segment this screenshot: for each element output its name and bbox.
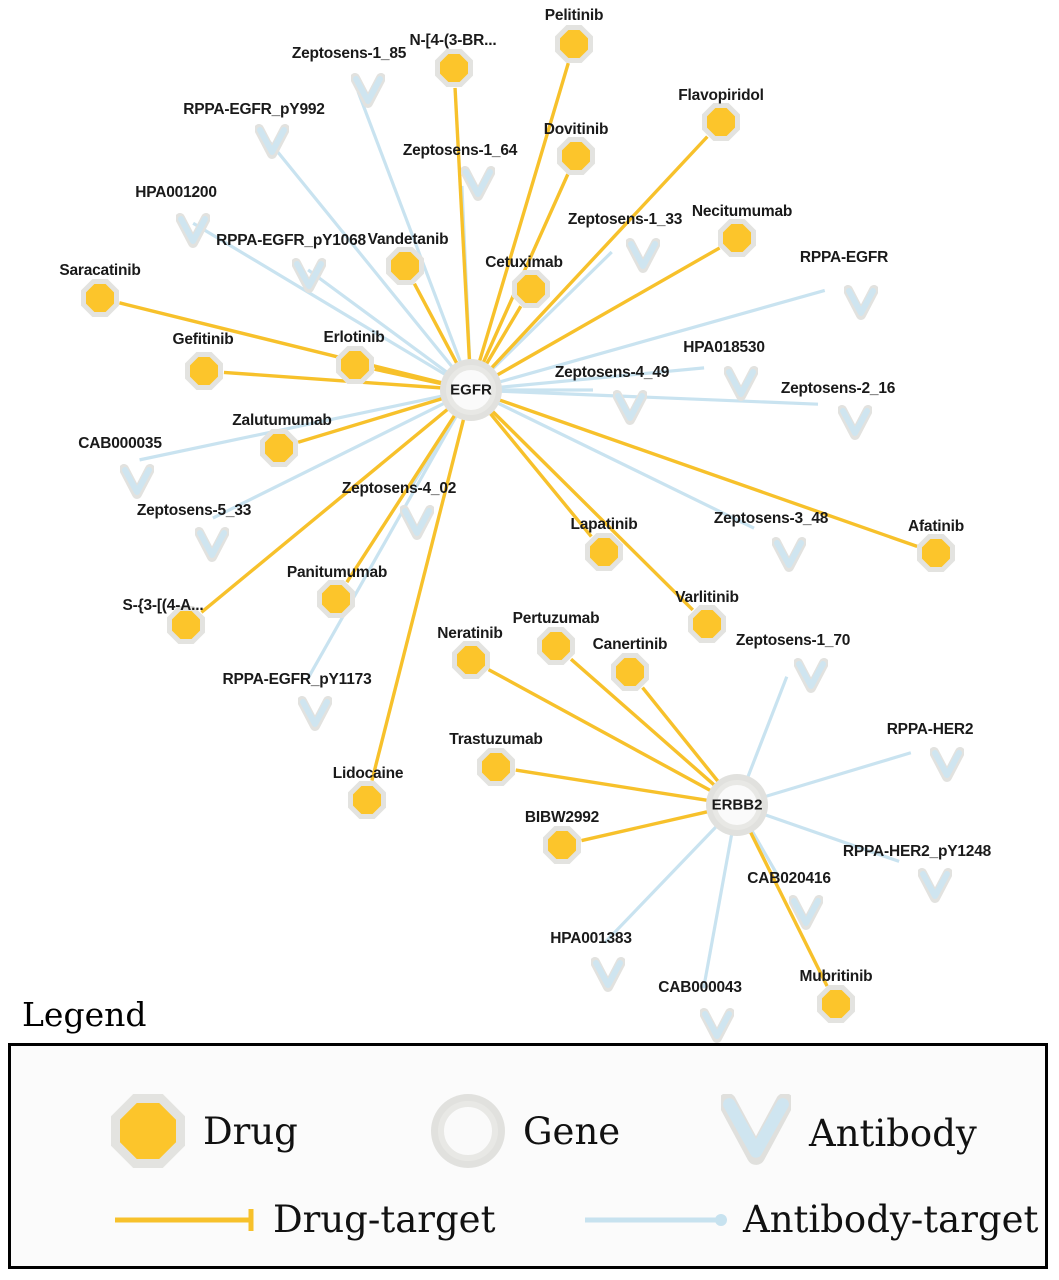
drug-node-label: Mubritinib (799, 968, 873, 985)
drug-icon (336, 346, 374, 384)
drug-node[interactable] (543, 826, 581, 864)
antibody-node-label: HPA001200 (135, 184, 217, 201)
drug-node-label: Erlotinib (323, 329, 385, 346)
drug-node[interactable] (260, 429, 298, 467)
legend-antibody-label: Antibody (809, 1112, 977, 1155)
drug-icon (435, 49, 473, 87)
drug-icon (477, 748, 515, 786)
drug-node[interactable] (718, 219, 756, 257)
drug-node-label: Flavopiridol (678, 87, 764, 104)
drug-node[interactable] (512, 270, 550, 308)
antibody-node-label: CAB000043 (658, 979, 742, 996)
drug-node-label: Zalutumumab (232, 412, 332, 429)
drug-node-label: Lapatinib (570, 516, 638, 533)
drug-node[interactable] (386, 247, 424, 285)
antibody-target-edge (766, 753, 911, 797)
drug-node[interactable] (81, 279, 119, 317)
legend-drug-label: Drug (203, 1109, 298, 1153)
drug-icon (718, 219, 756, 257)
drug-icon (111, 1094, 185, 1168)
drug-target-edge (492, 411, 692, 610)
drug-target-edge (480, 63, 569, 361)
legend-shapes-row (11, 1094, 1045, 1184)
drug-node[interactable] (435, 49, 473, 87)
drug-node[interactable] (702, 103, 740, 141)
drug-node[interactable] (185, 352, 223, 390)
antibody-node-label: Zeptosens-3_48 (713, 510, 829, 527)
antibody-node-label: Zeptosens-1_64 (402, 142, 518, 159)
antibody-target-edge (308, 416, 456, 678)
antibody-target-edge (501, 391, 818, 404)
drug-icon (512, 270, 550, 308)
antibody-target-edge (358, 92, 460, 362)
drug-icon (452, 641, 490, 679)
drug-target-edge-icon (111, 1205, 261, 1235)
antibody-target-edge-icon (581, 1205, 731, 1235)
drug-icon (585, 533, 623, 571)
drug-icon (543, 826, 581, 864)
drug-node[interactable] (557, 137, 595, 175)
drug-node[interactable] (611, 653, 649, 691)
antibody-node-label: HPA001383 (550, 930, 632, 947)
legend-gene-label: Gene (523, 1109, 621, 1153)
antibody-node-label: RPPA-EGFR_pY992 (183, 101, 325, 118)
drug-node-label: Saracatinib (59, 262, 141, 279)
drug-node-label: S-{3-[(4-A... (122, 597, 204, 614)
legend-item-antibody (721, 1094, 977, 1173)
gene-node-label: EGFR (450, 381, 492, 399)
antibody-node-label: Zeptosens-1_33 (567, 211, 683, 228)
antibody-node-label: RPPA-EGFR (799, 249, 889, 266)
drug-target-edge (643, 688, 719, 782)
drug-icon (688, 605, 726, 643)
antibody-node-label: Zeptosens-4_02 (341, 480, 457, 497)
drug-target-edge (347, 415, 455, 582)
drug-node[interactable] (452, 641, 490, 679)
drug-node[interactable] (917, 534, 955, 572)
drug-icon (555, 25, 593, 63)
drug-icon (702, 103, 740, 141)
antibody-target-edge (308, 270, 447, 372)
drug-node-label: Canertinib (592, 636, 668, 653)
drug-icon (817, 985, 855, 1023)
drug-node[interactable] (585, 533, 623, 571)
antibody-node-label: Zeptosens-4_49 (554, 364, 670, 381)
drug-node[interactable] (477, 748, 515, 786)
drug-node-label: Vandetanib (367, 231, 449, 248)
drug-icon (317, 580, 355, 618)
gene-node-label: ERBB2 (711, 796, 763, 814)
legend-item-gene (431, 1094, 620, 1168)
drug-node[interactable] (688, 605, 726, 643)
antibody-target-edge (704, 835, 732, 989)
antibody-target-edge (748, 677, 787, 777)
drug-node-label: Pertuzumab (512, 610, 600, 627)
antibody-node-label: Zeptosens-1_85 (291, 45, 407, 62)
drug-node-label: N-[4-(3-BR... (409, 32, 497, 49)
drug-node-label: Gefitinib (172, 331, 234, 348)
drug-icon (557, 137, 595, 175)
antibody-node-label: RPPA-HER2_pY1248 (842, 843, 992, 860)
drug-node-label: Neratinib (437, 625, 503, 642)
drug-target-edge (375, 369, 442, 383)
drug-node-label: Panitumumab (286, 564, 388, 581)
legend-item-drug (111, 1094, 298, 1168)
antibody-node-label: RPPA-HER2 (886, 721, 974, 738)
drug-node[interactable] (537, 627, 575, 665)
drug-icon (81, 279, 119, 317)
drug-node-label: Afatinib (907, 518, 965, 535)
antibody-node-label: RPPA-EGFR_pY1173 (222, 671, 372, 688)
antibody-target-edge (605, 827, 716, 943)
drug-icon (386, 247, 424, 285)
legend-item-antibody-target (581, 1198, 1038, 1241)
drug-node-label: Cetuximab (485, 254, 563, 271)
drug-node-label: Dovitinib (543, 121, 609, 138)
drug-node[interactable] (555, 25, 593, 63)
gene-icon (431, 1094, 505, 1168)
antibody-node-label: CAB020416 (747, 870, 831, 887)
drug-node-label: Necitumumab (691, 203, 793, 220)
legend-drug-target-label: Drug-target (273, 1198, 496, 1241)
antibody-node-label: Zeptosens-2_16 (780, 380, 896, 397)
antibody-node-label: Zeptosens-1_70 (735, 632, 851, 649)
drug-icon (537, 627, 575, 665)
legend-edges-row (11, 1198, 1045, 1258)
legend-title: Legend (22, 995, 147, 1034)
drug-icon (611, 653, 649, 691)
antibody-node-label: RPPA-EGFR_pY1068 (216, 232, 366, 249)
drug-node-label: Lidocaine (332, 765, 404, 782)
drug-node[interactable] (348, 781, 386, 819)
drug-node-label: Pelitinib (544, 7, 604, 24)
drug-target-edge (581, 812, 707, 841)
antibody-node-label: CAB000035 (78, 435, 162, 452)
drug-node[interactable] (817, 985, 855, 1023)
drug-node-label: BIBW2992 (524, 809, 600, 826)
drug-target-edge (455, 88, 469, 360)
drug-node-label: Varlitinib (675, 589, 739, 606)
legend-box (8, 1043, 1048, 1269)
drug-icon (917, 534, 955, 572)
antibody-icon (721, 1094, 791, 1173)
drug-icon (348, 781, 386, 819)
antibody-node-label: Zeptosens-5_33 (136, 502, 252, 519)
drug-icon (185, 352, 223, 390)
drug-node-label: Trastuzumab (449, 731, 543, 748)
antibody-node-label: HPA018530 (683, 339, 765, 356)
drug-node[interactable] (317, 580, 355, 618)
legend-antibody-target-label: Antibody-target (743, 1198, 1039, 1241)
drug-node[interactable] (336, 346, 374, 384)
drug-icon (260, 429, 298, 467)
legend-item-drug-target (111, 1198, 495, 1241)
